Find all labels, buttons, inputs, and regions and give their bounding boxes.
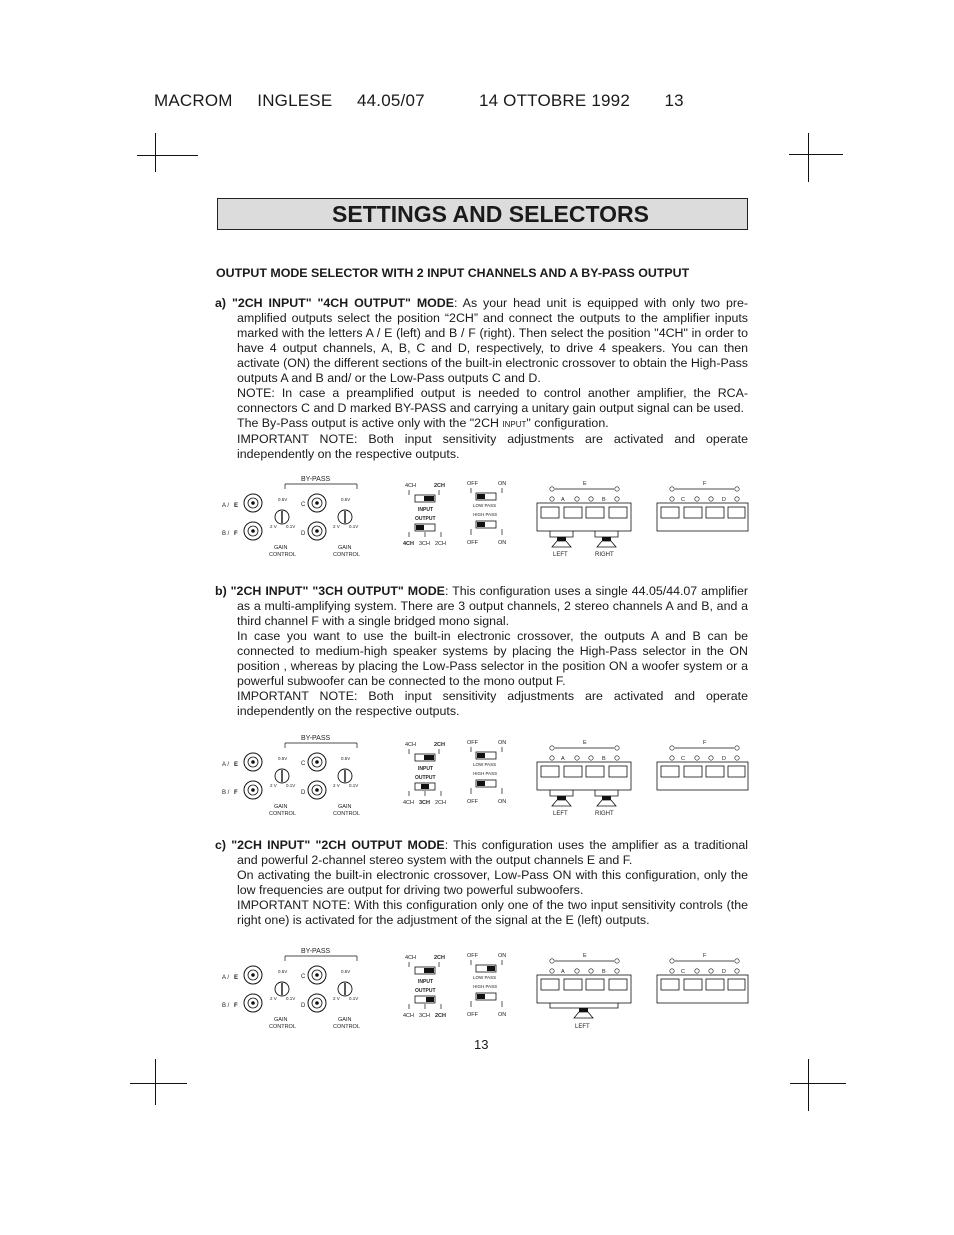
gain-right-label: GAIN bbox=[338, 545, 352, 551]
gain-left-control-label: CONTROL bbox=[269, 552, 296, 558]
mode-c-output-ch: " "2CH bbox=[304, 838, 347, 852]
mode-c-text bbox=[215, 838, 748, 928]
crossover-on-label: ON bbox=[498, 953, 507, 959]
mode-c-paragraph-3: IMPORTANT NOTE: With this configuration only one of the two input sensitivity controls (the right one) is activated for the adjustment of the signal at the E (left) outputs. bbox=[237, 898, 748, 927]
low-pass-label: LOW PASS bbox=[473, 503, 497, 508]
input-a-label: A / bbox=[222, 503, 230, 509]
terminal-2-icon bbox=[564, 979, 582, 990]
output-2ch-label: 2CH bbox=[435, 1013, 447, 1019]
gain-left-label: GAIN bbox=[274, 1017, 288, 1023]
low-pass-label: LOW PASS bbox=[473, 762, 497, 767]
mode-a-label: a) bbox=[215, 296, 227, 310]
input-b-label: B / bbox=[222, 1003, 230, 1009]
output-a-label: A bbox=[561, 497, 565, 503]
output-d-label: D bbox=[722, 969, 726, 975]
header-page: 13 bbox=[664, 91, 684, 110]
bypass-c-label: C bbox=[301, 761, 306, 767]
crossover-off-label: OFF bbox=[467, 740, 478, 746]
left-speaker-label: LEFT bbox=[553, 811, 568, 817]
crossover-on-label: ON bbox=[498, 481, 507, 487]
output-3ch-label: 3CH bbox=[419, 541, 431, 547]
title-box bbox=[217, 198, 748, 230]
right-speaker-icon bbox=[597, 541, 616, 547]
bypass-c-label: C bbox=[301, 974, 306, 980]
gain-right-min-label: 0.1V bbox=[349, 783, 359, 788]
gain-left-2v-label: 2 V bbox=[270, 783, 277, 788]
diagram-mode-c bbox=[219, 945, 749, 1045]
output-selector-label: OUTPUT bbox=[415, 516, 436, 522]
gain-right-2v-label: 2 V bbox=[333, 524, 340, 529]
terminal-4-icon bbox=[609, 507, 627, 518]
right-speaker-label: RIGHT bbox=[595, 811, 614, 817]
mode-b-mode-word: " MODE bbox=[397, 584, 445, 598]
mode-b-output-word: OUTPUT bbox=[346, 584, 398, 598]
input-2ch-label: 2CH bbox=[434, 483, 446, 489]
gain-right-control-label: CONTROL bbox=[333, 552, 360, 558]
high-pass-on-label: ON bbox=[498, 1012, 507, 1018]
mode-c-label: c) bbox=[215, 838, 227, 852]
mode-a-paragraph-2: NOTE: In case a preamplified output is needed to control another amplifier, the RCA-connectors C and D marked BY-PASS and carrying a unitary gain output signal can be used. bbox=[237, 386, 748, 415]
terminal-3-icon bbox=[586, 766, 604, 777]
diagram-mode-b bbox=[219, 732, 749, 832]
output-d-label: D bbox=[722, 756, 726, 762]
mode-b-input-word: INPUT bbox=[265, 584, 303, 598]
terminal-6-icon bbox=[684, 507, 702, 518]
crop-mark-bottom-left-v bbox=[155, 1059, 156, 1105]
mode-a-input-ch: "2CH bbox=[231, 296, 263, 310]
terminal-4-icon bbox=[609, 766, 627, 777]
input-2ch-label: 2CH bbox=[434, 955, 446, 961]
high-pass-label: HIGH PASS bbox=[473, 512, 498, 517]
terminal-7-icon bbox=[706, 979, 724, 990]
gain-left-control-label: CONTROL bbox=[269, 1024, 296, 1030]
input-selector-label: INPUT bbox=[418, 766, 433, 772]
gain-right-label: GAIN bbox=[338, 804, 352, 810]
terminal-5-icon bbox=[661, 979, 679, 990]
output-e-label: E bbox=[583, 953, 587, 959]
gain-left-max-label: 0.5V bbox=[278, 969, 288, 974]
terminal-5-icon bbox=[661, 507, 679, 518]
gain-left-control-label: CONTROL bbox=[269, 811, 296, 817]
output-f-label: F bbox=[703, 740, 707, 746]
input-f-label: F bbox=[234, 1003, 238, 1009]
output-4ch-label: 4CH bbox=[403, 800, 415, 806]
gain-right-min-label: 0.1V bbox=[349, 996, 359, 1001]
mono-speaker-icon bbox=[574, 1012, 593, 1018]
gain-left-label: GAIN bbox=[274, 545, 288, 551]
terminal-2-icon bbox=[564, 507, 582, 518]
mode-c-mode-word: MODE bbox=[402, 838, 445, 852]
gain-left-2v-label: 2 V bbox=[270, 996, 277, 1001]
high-pass-off-label: OFF bbox=[467, 799, 478, 805]
right-speaker-icon bbox=[597, 800, 616, 806]
gain-right-max-label: 0.5V bbox=[341, 969, 351, 974]
mode-b-text bbox=[215, 584, 748, 719]
header-language: INGLESE bbox=[257, 91, 333, 110]
input-selector-label: INPUT bbox=[418, 979, 433, 985]
mode-a-text bbox=[215, 296, 749, 462]
input-a-label: A / bbox=[222, 975, 230, 981]
bypass-d-label: D bbox=[301, 531, 306, 537]
terminal-7-icon bbox=[706, 507, 724, 518]
terminal-1-icon bbox=[541, 507, 559, 518]
gain-left-2v-label: 2 V bbox=[270, 524, 277, 529]
terminal-8-icon bbox=[728, 766, 745, 777]
input-e-label: E bbox=[234, 503, 239, 509]
output-c-label: C bbox=[681, 756, 685, 762]
bypass-label: BY-PASS bbox=[301, 476, 331, 483]
input-e-label: E bbox=[234, 762, 239, 768]
crop-mark-top-right-v bbox=[808, 133, 809, 182]
mode-b-paragraph-2: In case you want to use the built-in electronic crossover, the outputs A and B can be connected to medium-high speaker systems by placing the High-Pass selector in the ON position , whereas by placing the Low-Pass selector in the position ON a woofer system or a powerful subwoofer can be connected to the mono output F. bbox=[237, 629, 748, 688]
output-3ch-label: 3CH bbox=[419, 800, 431, 806]
high-pass-on-label: ON bbox=[498, 799, 507, 805]
mode-c-input-ch: "2CH bbox=[231, 838, 262, 852]
crossover-on-label: ON bbox=[498, 740, 507, 746]
mode-b-input-ch: "2CH bbox=[230, 584, 262, 598]
right-speaker-label: RIGHT bbox=[595, 552, 614, 558]
bypass-d-label: D bbox=[301, 1003, 306, 1009]
bypass-c-label: C bbox=[301, 502, 306, 508]
output-3ch-label: 3CH bbox=[419, 1013, 431, 1019]
mode-a-input-word: INPUT bbox=[268, 296, 306, 310]
mono-speaker-label: LEFT bbox=[575, 1024, 590, 1030]
bypass-d-label: D bbox=[301, 790, 306, 796]
gain-right-label: GAIN bbox=[338, 1017, 352, 1023]
crop-mark-top-left-v bbox=[155, 133, 156, 172]
wiring-diagram-svg: BY-PASS A / E B / F C D 0.5V 2 V 0.1V GAIN CONTROL 0.5V 2 V 0.1V GAIN CONTROL 4CH 2CH INPUT OUTPUT 4CH 3CH 2CH OFF ON LOW PASS HIGH PASS OFF ON E A B LEFT RIGHT LEFT F C D bbox=[219, 945, 749, 1045]
high-pass-label: HIGH PASS bbox=[473, 984, 498, 989]
crop-mark-top-left-h bbox=[137, 155, 198, 156]
output-c-label: C bbox=[681, 969, 685, 975]
crossover-off-label: OFF bbox=[467, 481, 478, 487]
mode-a-p3-a: The By-Pass output is active only with the "2CH bbox=[237, 416, 503, 430]
output-4ch-label: 4CH bbox=[403, 1013, 415, 1019]
input-b-label: B / bbox=[222, 531, 230, 537]
page-number: 13 bbox=[474, 1037, 489, 1052]
gain-right-control-label: CONTROL bbox=[333, 811, 360, 817]
mode-c-output-word: OUTPUT bbox=[351, 838, 403, 852]
input-4ch-label: 4CH bbox=[405, 955, 417, 961]
page-title: SETTINGS AND SELECTORS bbox=[332, 201, 649, 227]
gain-right-max-label: 0.5V bbox=[341, 756, 351, 761]
output-4ch-label: 4CH bbox=[403, 541, 415, 547]
terminal-1-icon bbox=[541, 766, 559, 777]
terminal-3-icon bbox=[586, 507, 604, 518]
output-2ch-label: 2CH bbox=[435, 541, 447, 547]
output-e-label: E bbox=[583, 740, 587, 746]
gain-left-max-label: 0.5V bbox=[278, 497, 288, 502]
left-speaker-label: LEFT bbox=[553, 552, 568, 558]
gain-right-min-label: 0.1V bbox=[349, 524, 359, 529]
terminal-6-icon bbox=[684, 979, 702, 990]
output-c-label: C bbox=[681, 497, 685, 503]
bypass-label: BY-PASS bbox=[301, 735, 331, 742]
mode-b-output-ch: " "3CH bbox=[302, 584, 344, 598]
mode-a-p3-b: " configuration. bbox=[526, 416, 609, 430]
terminal-8-icon bbox=[728, 507, 745, 518]
left-speaker-icon bbox=[552, 800, 571, 806]
input-4ch-label: 4CH bbox=[405, 483, 417, 489]
output-f-label: F bbox=[703, 953, 707, 959]
crop-mark-bottom-right-h bbox=[790, 1083, 846, 1084]
gain-left-min-label: 0.1V bbox=[286, 783, 296, 788]
output-b-label: B bbox=[602, 497, 606, 503]
mode-b-label: b) bbox=[215, 584, 227, 598]
header-date: 14 OTTOBRE 1992 bbox=[478, 91, 630, 110]
high-pass-off-label: OFF bbox=[467, 1012, 478, 1018]
mode-a-output-word: OUTPUT bbox=[354, 296, 406, 310]
mode-a-output-ch: " "4CH bbox=[305, 296, 349, 310]
output-a-label: A bbox=[561, 969, 565, 975]
section-heading: OUTPUT MODE SELECTOR WITH 2 INPUT CHANNELS AND A BY-PASS OUTPUT bbox=[216, 266, 690, 280]
crossover-off-label: OFF bbox=[467, 953, 478, 959]
left-speaker-icon bbox=[552, 541, 571, 547]
high-pass-label: HIGH PASS bbox=[473, 771, 498, 776]
gain-right-control-label: CONTROL bbox=[333, 1024, 360, 1030]
mode-a-paragraph-4: IMPORTANT NOTE: Both input sensitivity adjustments are activated and operate independently on the respective outputs. bbox=[237, 432, 748, 461]
wiring-diagram-svg: BY-PASS A / E B / F C D 0.5V 2 V 0.1V GAIN CONTROL 0.5V 2 V 0.1V GAIN CONTROL 4CH 2CH INPUT OUTPUT 4CH 3CH 2CH OFF ON LOW PASS HIGH PASS OFF ON E A B LEFT RIGHT LEFT F C D bbox=[219, 473, 749, 573]
output-selector-label: OUTPUT bbox=[415, 775, 436, 781]
input-4ch-label: 4CH bbox=[405, 742, 417, 748]
input-selector-label: INPUT bbox=[418, 507, 433, 513]
output-b-label: B bbox=[602, 969, 606, 975]
print-header bbox=[154, 91, 684, 111]
output-2ch-label: 2CH bbox=[435, 800, 447, 806]
diagram-mode-a bbox=[219, 473, 749, 573]
terminal-3-icon bbox=[586, 979, 604, 990]
low-pass-label: LOW PASS bbox=[473, 975, 497, 980]
terminal-4-icon bbox=[609, 979, 627, 990]
mode-a-paragraph-1: : As your head unit is equipped with only two pre-amplified outputs select the position “2CH” and connect the outputs to the amplifier inputs marked with the letters A / E (left) and B / F (right). Then select the position "4CH" in order to have 4 output channels, A, B, C and D, respectively, to drive 4 speakers. You can then activate (ON) the different sections of the built-in electronic crossover to obtain the High-Pass outputs A and B and/ or the Low-Pass outputs C and D. bbox=[237, 296, 749, 385]
crop-mark-bottom-left-h bbox=[130, 1083, 187, 1084]
output-d-label: D bbox=[722, 497, 726, 503]
output-e-label: E bbox=[583, 481, 587, 487]
gain-right-2v-label: 2 V bbox=[333, 783, 340, 788]
wiring-diagram-svg: BY-PASS A / E B / F C D 0.5V 2 V 0.1V GAIN CONTROL 0.5V 2 V 0.1V GAIN CONTROL 4CH 2CH INPUT OUTPUT 4CH 3CH 2CH OFF ON LOW PASS HIGH PASS OFF ON E A B LEFT RIGHT LEFT F C D bbox=[219, 732, 749, 832]
gain-left-min-label: 0.1V bbox=[286, 524, 296, 529]
output-b-label: B bbox=[602, 756, 606, 762]
input-f-label: F bbox=[234, 531, 238, 537]
output-a-label: A bbox=[561, 756, 565, 762]
bypass-label: BY-PASS bbox=[301, 948, 331, 955]
crop-mark-bottom-right-v bbox=[808, 1059, 809, 1111]
mode-b-paragraph-3: IMPORTANT NOTE: Both input sensitivity adjustments are activated and operate independently on the respective outputs. bbox=[237, 689, 748, 718]
terminal-6-icon bbox=[684, 766, 702, 777]
input-a-label: A / bbox=[222, 762, 230, 768]
input-e-label: E bbox=[234, 975, 239, 981]
gain-left-max-label: 0.5V bbox=[278, 756, 288, 761]
input-f-label: F bbox=[234, 790, 238, 796]
terminal-1-icon bbox=[541, 979, 559, 990]
crop-mark-top-right-h bbox=[789, 154, 843, 155]
terminal-5-icon bbox=[661, 766, 679, 777]
gain-left-label: GAIN bbox=[274, 804, 288, 810]
terminal-2-icon bbox=[564, 766, 582, 777]
gain-right-2v-label: 2 V bbox=[333, 996, 340, 1001]
terminal-7-icon bbox=[706, 766, 724, 777]
mode-c-input-word: INPUT bbox=[267, 838, 305, 852]
high-pass-on-label: ON bbox=[498, 540, 507, 546]
high-pass-off-label: OFF bbox=[467, 540, 478, 546]
mode-b-paragraph-1: : This configuration uses a single 44.05/44.07 amplifier as a multi-amplifying system. There are 3 output channels, 2 stereo channels A and B, and a third channel F with a single bridged mono signal. bbox=[237, 584, 748, 628]
output-f-label: F bbox=[703, 481, 707, 487]
input-b-label: B / bbox=[222, 790, 230, 796]
mode-c-paragraph-2: On activating the built-in electronic crossover, Low-Pass ON with this configuration, only the low frequencies are output for driving two powerful subwoofers. bbox=[237, 868, 748, 897]
mode-a-mode-word: " MODE bbox=[405, 296, 455, 310]
gain-left-min-label: 0.1V bbox=[286, 996, 296, 1001]
terminal-8-icon bbox=[728, 979, 745, 990]
gain-right-max-label: 0.5V bbox=[341, 497, 351, 502]
input-2ch-label: 2CH bbox=[434, 742, 446, 748]
mode-c-paragraph-1: : This configuration uses the amplifier as a traditional and powerful 2-channel stereo system with the output channels E and F. bbox=[237, 838, 748, 867]
mode-a-p3-small: INPUT bbox=[502, 420, 527, 429]
header-brand: MACROM bbox=[154, 91, 233, 110]
header-model: 44.05/07 bbox=[357, 91, 425, 110]
output-selector-label: OUTPUT bbox=[415, 988, 436, 994]
mode-a-paragraph-3 bbox=[237, 416, 748, 432]
